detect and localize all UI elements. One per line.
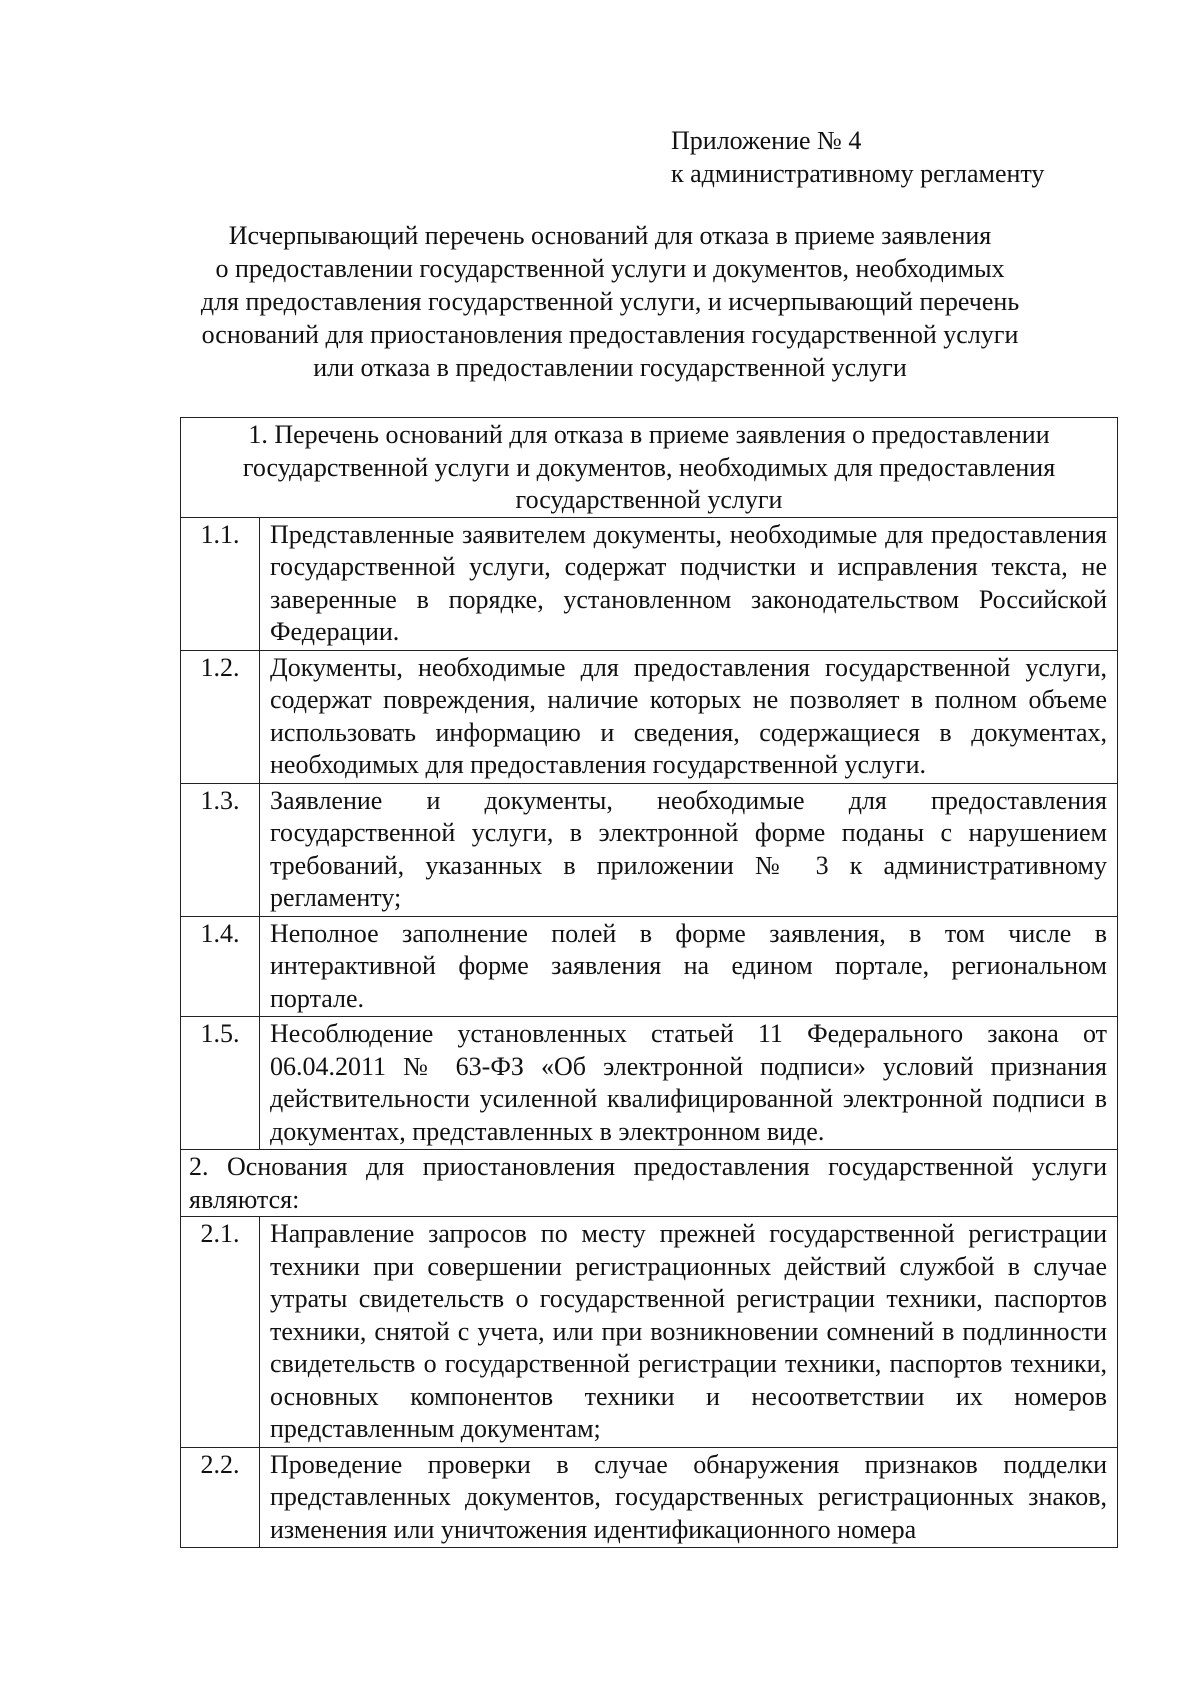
table-row bbox=[181, 1017, 1118, 1150]
appendix-number: Приложение № 4 bbox=[671, 126, 862, 155]
row-text: Неполное заполнение полей в форме заявления, в том числе в интерактивной форме заявления на едином портале, региональном портале. bbox=[260, 916, 1118, 1017]
appendix-regulation: к административному регламенту bbox=[671, 159, 1045, 188]
title-line: или отказа в предоставлении государственной услуги bbox=[313, 353, 907, 382]
row-text: Документы, необходимые для предоставления государственной услуги, содержат повреждения, наличие которых не позволяет в полном объеме использовать информацию и сведения, содержащиеся в документах, необходимых для предоставления государственной услуги. bbox=[260, 650, 1118, 783]
table-row bbox=[181, 650, 1118, 783]
section1-heading: 1. Перечень оснований для отказа в приеме заявления о предоставлении государственной услуги и документов, необходимых для предоставления государственной услуги bbox=[181, 418, 1118, 518]
row-number: 1.2. bbox=[181, 650, 260, 783]
section2-heading-row bbox=[181, 1150, 1118, 1217]
row-number: 1.3. bbox=[181, 783, 260, 916]
table-row bbox=[181, 1217, 1118, 1448]
title-line: оснований для приостановления предоставления государственной услуги bbox=[201, 320, 1019, 349]
row-text: Направление запросов по месту прежней государственной регистрации техники при совершении регистрационных действий службой в случае утраты свидетельств о государственной регистрации техники, паспортов техники, снятой с учета, или при возникновении сомнений в подлинности свидетельств о государственной регистрации техники, паспортов техники, основных компонентов техники и несоответствии их номеров представленным документам; bbox=[260, 1217, 1118, 1448]
table-row bbox=[181, 1447, 1118, 1548]
section1-heading-row bbox=[181, 418, 1118, 518]
row-number: 1.5. bbox=[181, 1017, 260, 1150]
section2-heading: 2. Основания для приостановления предоставления государственной услуги являются: bbox=[181, 1150, 1118, 1217]
title-line: для предоставления государственной услуги, и исчерпывающий перечень bbox=[200, 287, 1020, 316]
title-line: Исчерпывающий перечень оснований для отказа в приеме заявления bbox=[228, 221, 992, 250]
row-number: 1.1. bbox=[181, 517, 260, 650]
grounds-table bbox=[180, 417, 1118, 1548]
document-title bbox=[180, 219, 1040, 384]
row-number: 2.1. bbox=[181, 1217, 260, 1448]
table-row bbox=[181, 783, 1118, 916]
appendix-reference bbox=[671, 124, 1044, 190]
row-number: 2.2. bbox=[181, 1447, 260, 1548]
row-text: Представленные заявителем документы, необходимые для предоставления государственной услуги, содержат подчистки и исправления текста, не заверенные в порядке, установленном законодательством Российской Федерации. bbox=[260, 517, 1118, 650]
row-text: Заявление и документы, необходимые для предоставления государственной услуги, в электронной форме поданы с нарушением требований, указанных в приложении № 3 к административному регламенту; bbox=[260, 783, 1118, 916]
row-number: 1.4. bbox=[181, 916, 260, 1017]
row-text: Проведение проверки в случае обнаружения признаков подделки представленных документов, государственных регистрационных знаков, изменения или уничтожения идентификационного номера bbox=[260, 1447, 1118, 1548]
table-row bbox=[181, 517, 1118, 650]
table-row bbox=[181, 916, 1118, 1017]
title-line: о предоставлении государственной услуги и документов, необходимых bbox=[215, 254, 1005, 283]
row-text: Несоблюдение установленных статьей 11 Федерального закона от 06.04.2011 № 63-ФЗ «Об электронной подписи» условий признания действительности усиленной квалифицированной электронной подписи в документах, представленных в электронном виде. bbox=[260, 1017, 1118, 1150]
